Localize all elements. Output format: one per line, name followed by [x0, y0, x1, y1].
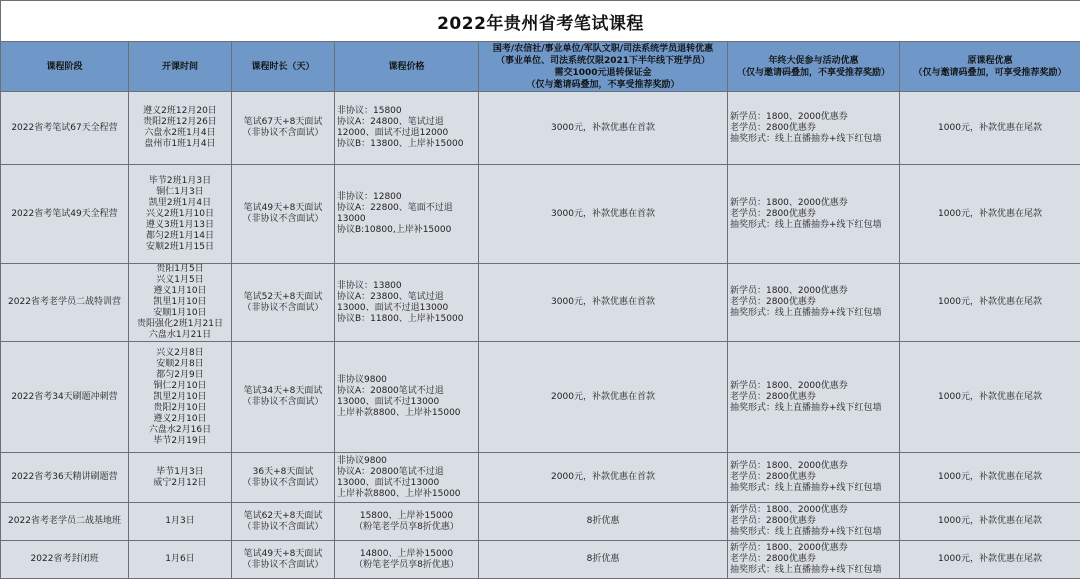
duration-cell: 36天+8天面试 （非协议不含面试） — [232, 453, 335, 503]
header-promo: 年终大促参与活动优惠 （仅与邀请码叠加，不享受推荐奖励） — [728, 42, 900, 92]
duration-cell: 笔试34天+8天面试 （非协议不含面试） — [232, 342, 335, 453]
promo-cell: 新学员：1800、2000优惠券 老学员：2800优惠券 抽奖形式：线上直播抽券+线下红包墙 — [728, 165, 900, 264]
original-cell: 1000元，补款优惠在尾款 — [900, 165, 1080, 264]
transfer-cell: 3000元，补款优惠在首款 — [479, 264, 728, 342]
transfer-cell: 2000元，补款优惠在首款 — [479, 342, 728, 453]
original-cell: 1000元，补款优惠在尾款 — [900, 342, 1080, 453]
stage-cell: 2022省考老学员二战基地班 — [1, 503, 129, 541]
duration-cell: 笔试49天+8天面试 （非协议不含面试） — [232, 165, 335, 264]
promo-cell: 新学员：1800、2000优惠券 老学员：2800优惠券 抽奖形式：线上直播抽券+线下红包墙 — [728, 541, 900, 579]
promo-cell: 新学员：1800、2000优惠券 老学员：2800优惠券 抽奖形式：线上直播抽券+线下红包墙 — [728, 342, 900, 453]
promo-cell: 新学员：1800、2000优惠券 老学员：2800优惠券 抽奖形式：线上直播抽券+线下红包墙 — [728, 503, 900, 541]
duration-cell: 笔试67天+8天面试 （非协议不含面试） — [232, 92, 335, 165]
original-cell: 1000元，补款优惠在尾款 — [900, 453, 1080, 503]
table-row — [1, 264, 1080, 342]
header-original: 原课程优惠 （仅与邀请码叠加，可享受推荐奖励） — [900, 42, 1080, 92]
transfer-cell: 3000元，补款优惠在首款 — [479, 92, 728, 165]
transfer-cell: 3000元，补款优惠在首款 — [479, 165, 728, 264]
duration-cell: 笔试62天+8天面试 （非协议不含面试） — [232, 503, 335, 541]
price-cell: 非协议9800 协议A：20800笔试不过退 13000、面试不过13000 上岸补款8800、上岸补15000 — [335, 342, 479, 453]
start-cell: 1月3日 — [129, 503, 232, 541]
original-cell: 1000元，补款优惠在尾款 — [900, 541, 1080, 579]
table-title: 2022年贵州省考笔试课程 — [1, 1, 1080, 42]
transfer-cell: 8折优惠 — [479, 541, 728, 579]
header-row — [1, 42, 1080, 92]
price-cell: 非协议：12800 协议A：22800、笔面不过退 13000 协议B:10800,上岸补15000 — [335, 165, 479, 264]
start-cell: 毕节1月3日 威宁2月12日 — [129, 453, 232, 503]
table-row — [1, 342, 1080, 453]
start-cell: 1月6日 — [129, 541, 232, 579]
header-start: 开课时间 — [129, 42, 232, 92]
duration-cell: 笔试49天+8天面试 （非协议不含面试） — [232, 541, 335, 579]
table-row — [1, 165, 1080, 264]
header-price: 课程价格 — [335, 42, 479, 92]
original-cell: 1000元，补款优惠在尾款 — [900, 503, 1080, 541]
price-cell: 非协议9800 协议A：20800笔试不过退 13000、面试不过13000 上岸补款8800、上岸补15000 — [335, 453, 479, 503]
stage-cell: 2022省考34天刷题冲刺营 — [1, 342, 129, 453]
price-cell: 15800、上岸补15000 （粉笔老学员享8折优惠） — [335, 503, 479, 541]
stage-cell: 2022省考36天精讲刷题营 — [1, 453, 129, 503]
start-cell: 贵阳1月5日 兴义1月5日 遵义1月10日 凯里1月10日 安顺1月10日 贵阳强化2班1月21日 六盘水1月21日 — [129, 264, 232, 342]
table-row — [1, 453, 1080, 503]
duration-cell: 笔试52天+8天面试 （非协议不含面试） — [232, 264, 335, 342]
title-row — [1, 1, 1080, 42]
transfer-cell: 2000元，补款优惠在首款 — [479, 453, 728, 503]
price-cell: 非协议：13800 协议A：23800、笔试过退 13000、面试不过退13000 协议B：11800、上岸补15000 — [335, 264, 479, 342]
transfer-cell: 8折优惠 — [479, 503, 728, 541]
price-cell: 14800、上岸补15000 （粉笔老学员享8折优惠） — [335, 541, 479, 579]
start-cell: 遵义2班12月20日 贵阳2班12月26日 六盘水2班1月4日 盘州市1班1月4日 — [129, 92, 232, 165]
promo-cell: 新学员：1800、2000优惠券 老学员：2800优惠券 抽奖形式：线上直播抽券+线下红包墙 — [728, 264, 900, 342]
header-duration: 课程时长（天） — [232, 42, 335, 92]
table-row — [1, 503, 1080, 541]
header-transfer: 国考/农信社/事业单位/军队文职/司法系统学员退转优惠 （事业单位、司法系统仅限2021下半年线下班学员） 需交1000元退转保证金 （仅与邀请码叠加，不享受推荐奖励） — [479, 42, 728, 92]
table-row — [1, 92, 1080, 165]
original-cell: 1000元，补款优惠在尾款 — [900, 264, 1080, 342]
promo-cell: 新学员：1800、2000优惠券 老学员：2800优惠券 抽奖形式：线上直播抽券+线下红包墙 — [728, 92, 900, 165]
stage-cell: 2022省考笔试67天全程营 — [1, 92, 129, 165]
stage-cell: 2022省考封闭班 — [1, 541, 129, 579]
header-stage: 课程阶段 — [1, 42, 129, 92]
start-cell: 毕节2班1月3日 铜仁1月3日 凯里2班1月4日 兴义2班1月10日 遵义3班1月13日 都匀2班1月14日 安顺2班1月15日 — [129, 165, 232, 264]
promo-cell: 新学员：1800、2000优惠券 老学员：2800优惠券 抽奖形式：线上直播抽券+线下红包墙 — [728, 453, 900, 503]
stage-cell: 2022省考老学员二战特训营 — [1, 264, 129, 342]
original-cell: 1000元，补款优惠在尾款 — [900, 92, 1080, 165]
price-cell: 非协议：15800 协议A：24800、笔试过退 12000、面试不过退12000 协议B：13800、上岸补15000 — [335, 92, 479, 165]
start-cell: 兴义2月8日 安顺2月8日 都匀2月9日 铜仁2月10日 凯里2月10日 贵阳2月10日 遵义2月10日 六盘水2月16日 毕节2月19日 — [129, 342, 232, 453]
stage-cell: 2022省考笔试49天全程营 — [1, 165, 129, 264]
